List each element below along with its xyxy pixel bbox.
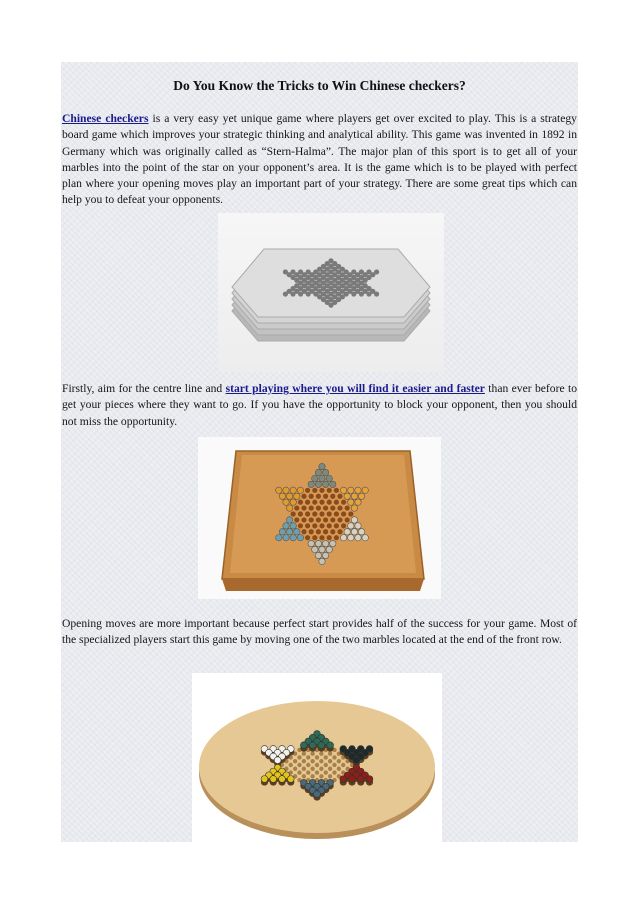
wood-square-board-image <box>198 437 441 599</box>
centre-line-paragraph <box>62 381 577 430</box>
page-title: Do You Know the Tricks to Win Chinese checkers? <box>173 78 466 93</box>
opening-moves-paragraph: Opening moves are more important because perfect start provides half of the success for your game. Most of the specialized players start this game by moving one of the two marbles located at the end of the front row. <box>62 617 577 647</box>
start-playing-link[interactable]: start playing where you will find it easier and faster <box>225 382 485 395</box>
centre-line-text-after: than ever before to get your pieces where they want to go. If you have the opportunity to block your opponent, then you should not miss the opportunity. <box>62 382 577 428</box>
grey-board-image <box>218 213 444 372</box>
chinese-checkers-link[interactable]: Chinese checkers <box>62 112 149 125</box>
round-board-image <box>192 673 442 842</box>
centre-line-text-before: Firstly, aim for the centre line and <box>62 382 226 395</box>
intro-text: is a very easy yet unique game where players get over excited to play. This is a strategy board game which improves your strategic thinking and analytical ability. This game was invented in 1892 in Germany which was originally called as “Stern-Halma”. The major plan of this sport is to get all of your marbles into the point of the star on your opponent’s area. It is the game which is to be played with perfect plan where your opening moves play an important part of your strategy. There are some great tips which can help you to defeat your opponents. <box>62 112 577 207</box>
document-page <box>61 62 578 842</box>
intro-paragraph <box>62 111 577 209</box>
